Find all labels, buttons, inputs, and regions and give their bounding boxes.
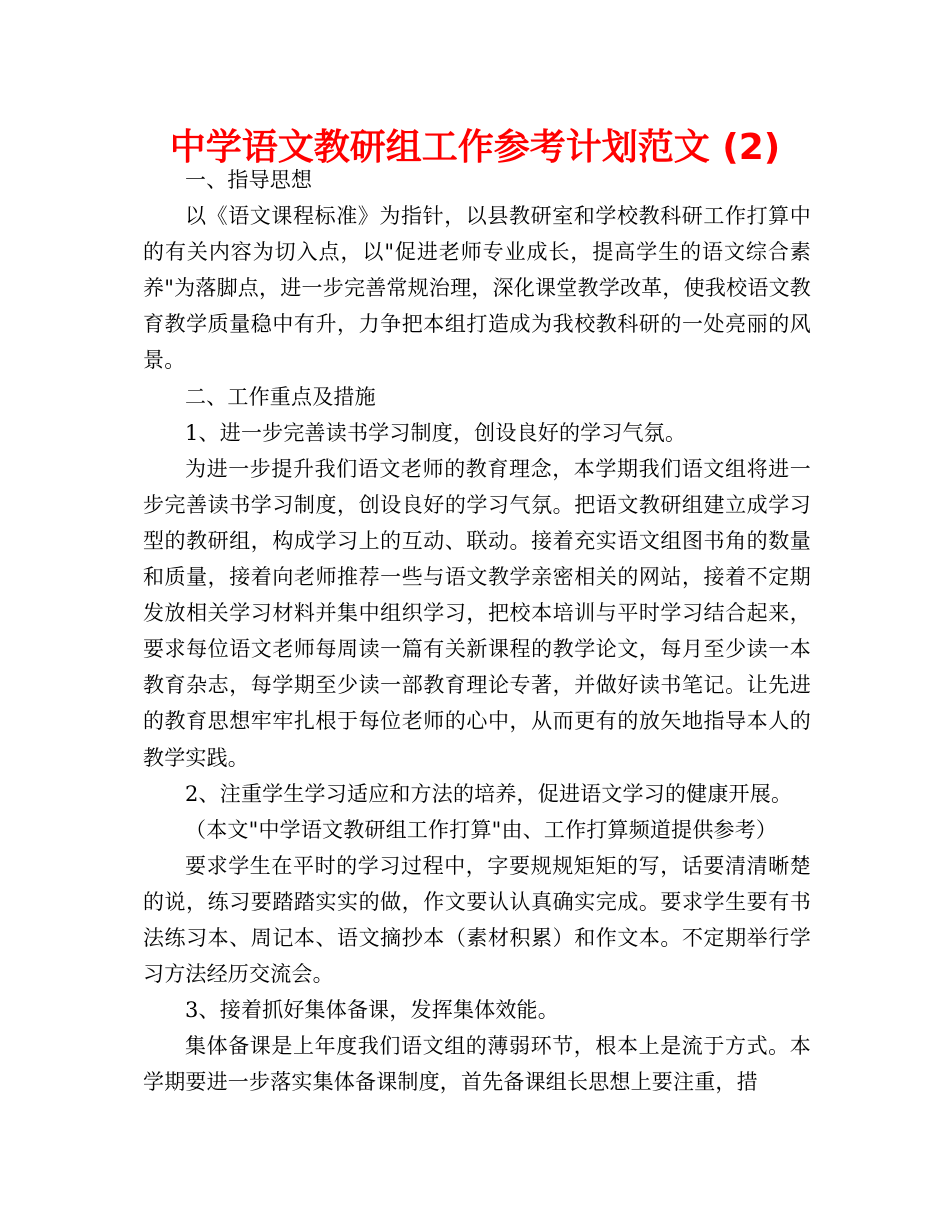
section-heading-guiding-ideology: 一、指导思想 <box>185 168 313 192</box>
subheading-study-habits: 2、注重学生学习适应和方法的培养，促进语文学习的健康开展。 <box>185 781 793 806</box>
source-note: （本文"中学语文教研组工作打算"由、工作打算频道提供参考） <box>185 817 778 842</box>
document-title: 中学语文教研组工作参考计划范文 (2) <box>169 127 781 168</box>
section-heading-focus-measures: 二、工作重点及措施 <box>185 384 376 409</box>
paragraph-study-habits: 要求学生在平时的学习过程中，字要规规矩矩的写，话要清清晰楚的说，练习要踏踏实实的做，作文要认认真确实完成。要求学生要有书法练习本、周记本、语文摘抄本（素材积累）和作文本。不定期举行学习方法经历交流会。 <box>143 853 811 987</box>
document-body <box>143 162 811 1100</box>
paragraph-guiding-ideology: 以《语文课程标准》为指针，以县教研室和学校教科研工作打算中的有关内容为切入点，以"促进老师专业成长，提高学生的语文综合素养"为落脚点，进一步完善常规治理，深化课堂教学改革，使我校语文教育教学质量稳中有升，力争把本组打造成为我校教科研的一处亮丽的风景。 <box>143 204 811 373</box>
subheading-collective-lesson-prep: 3、接着抓好集体备课，发挥集体效能。 <box>185 998 559 1023</box>
paragraph-collective-lesson-prep: 集体备课是上年度我们语文组的薄弱环节，根本上是流于方式。本学期要进一步落实集体备课制度，首先备课组长思想上要注重，措 <box>143 1034 811 1095</box>
subheading-reading-system: 1、进一步完善读书学习制度，创设良好的学习气氛。 <box>185 420 687 445</box>
paragraph-reading-system: 为进一步提升我们语文老师的教育理念，本学期我们语文组将进一步完善读书学习制度，创设良好的学习气氛。把语文教研组建立成学习型的教研组，构成学习上的互动、联动。接着充实语文组图书角的数量和质量，接着向老师推荐一些与语文教学亲密相关的网站，接着不定期发放相关学习材料并集中组织学习，把校本培训与平时学习结合起来，要求每位语文老师每周读一篇有关新课程的教学论文，每月至少读一本教育杂志，每学期至少读一部教育理论专著，并做好读书笔记。让先进的教育思想牢牢扎根于每位老师的心中，从而更有的放矢地指导本人的教学实践。 <box>143 456 811 770</box>
